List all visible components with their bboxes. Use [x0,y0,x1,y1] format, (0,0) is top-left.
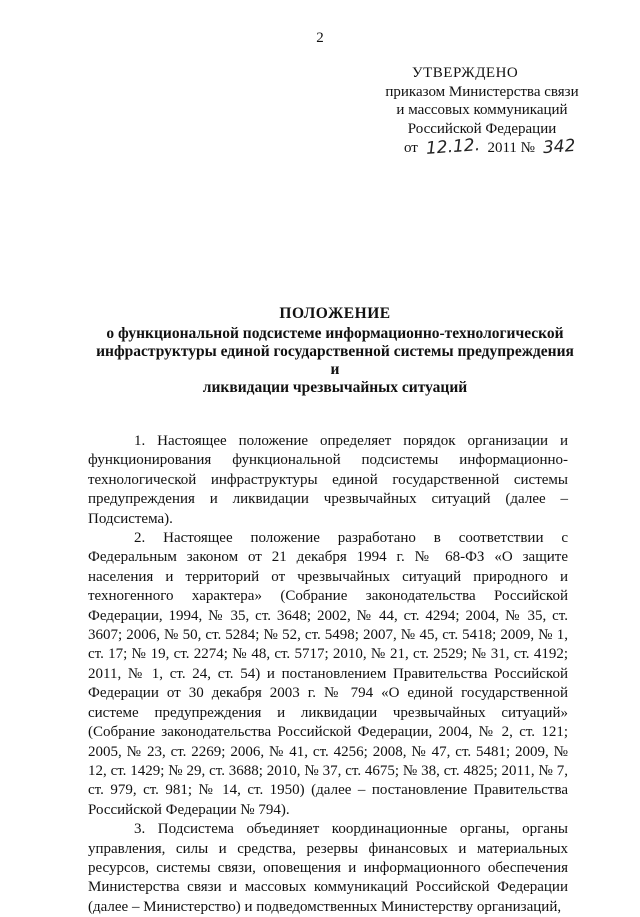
approval-line-3: Российской Федерации [407,120,557,137]
approval-title: УТВЕРЖДЕНО [412,65,519,81]
document-heading [90,305,580,397]
date-prefix: от [404,140,418,156]
approval-line-1: приказом Министерства связи [385,83,579,100]
document-body [88,432,568,917]
document-title: ПОЛОЖЕНИЕ [279,305,391,322]
document-subtitle-line: инфраструктуры единой государственной системы предупреждения и [96,343,574,378]
approval-stamp [372,64,592,158]
date-year: 2011 № [487,140,535,156]
document-subtitle-line: о функциональной подсистеме информационно-технологической [106,325,564,342]
document-subtitle-line: ликвидации чрезвычайных ситуаций [202,379,468,396]
handwritten-number: 342 [542,135,576,159]
approval-date-line [372,135,592,159]
paragraph-1: 1. Настоящее положение определяет порядок организации и функционирования функциональной подсистемы информационно-технологической инфраструктуры единой государственной системы предупреждения и ликвидации чрезвычайных ситуаций (далее – Подсистема). [88,433,568,527]
paragraph-2: 2. Настоящее положение разработано в соответствии с Федеральным законом от 21 декабря 1994 г. № 68-ФЗ «О защите населения и территорий от чрезвычайных ситуаций природного и техногенного характера» (Собрание законодательства Российской Федерации, 1994, № 35, ст. 3648; 2002, № 44, ст. 4294; 2004, № 35, ст. 3607; 2006, № 50, ст. 5284; № 52, ст. 5498; 2007, № 45, ст. 5418; 2009, № 1, ст. 17; № 19, ст. 2274; № 48, ст. 5717; 2010, № 21, ст. 2529; № 31, ст. 4192; 2011, № 1, ст. 24, ст. 54) и постановлением Правительства Российской Федерации от 30 декабря 2003 г. № 794 «О единой государственной системе предупреждения и ликвидации чрезвычайных ситуаций» (Собрание законодательства Российской Федерации, 2004, № 2, ст. 121; 2005, № 23, ст. 2269; 2006, № 41, ст. 4256; 2008, № 47, ст. 5481; 2009, № 12, ст. 1429; № 29, ст. 3688; 2010, № 37, ст. 4675; № 38, ст. 4825; 2011, № 7, ст. 979, ст. 981; № 14, ст. 1950) (далее – постановление Правительства Российской Федерации № 794). [88,530,568,818]
handwritten-date: 12.12. [424,135,481,159]
approval-line-2: и массовых коммуникаций [396,102,568,118]
paragraph-3: 3. Подсистема объединяет координационные органы, органы управления, силы и средства, резервы финансовых и материальных ресурсов, системы связи, оповещения и информационного обеспечения Министерства связи и массовых коммуникаций Российской Федерации (далее – Министерство) и подведомственных Министерству организаций, [88,821,568,915]
page-number: 2 [316,30,324,46]
